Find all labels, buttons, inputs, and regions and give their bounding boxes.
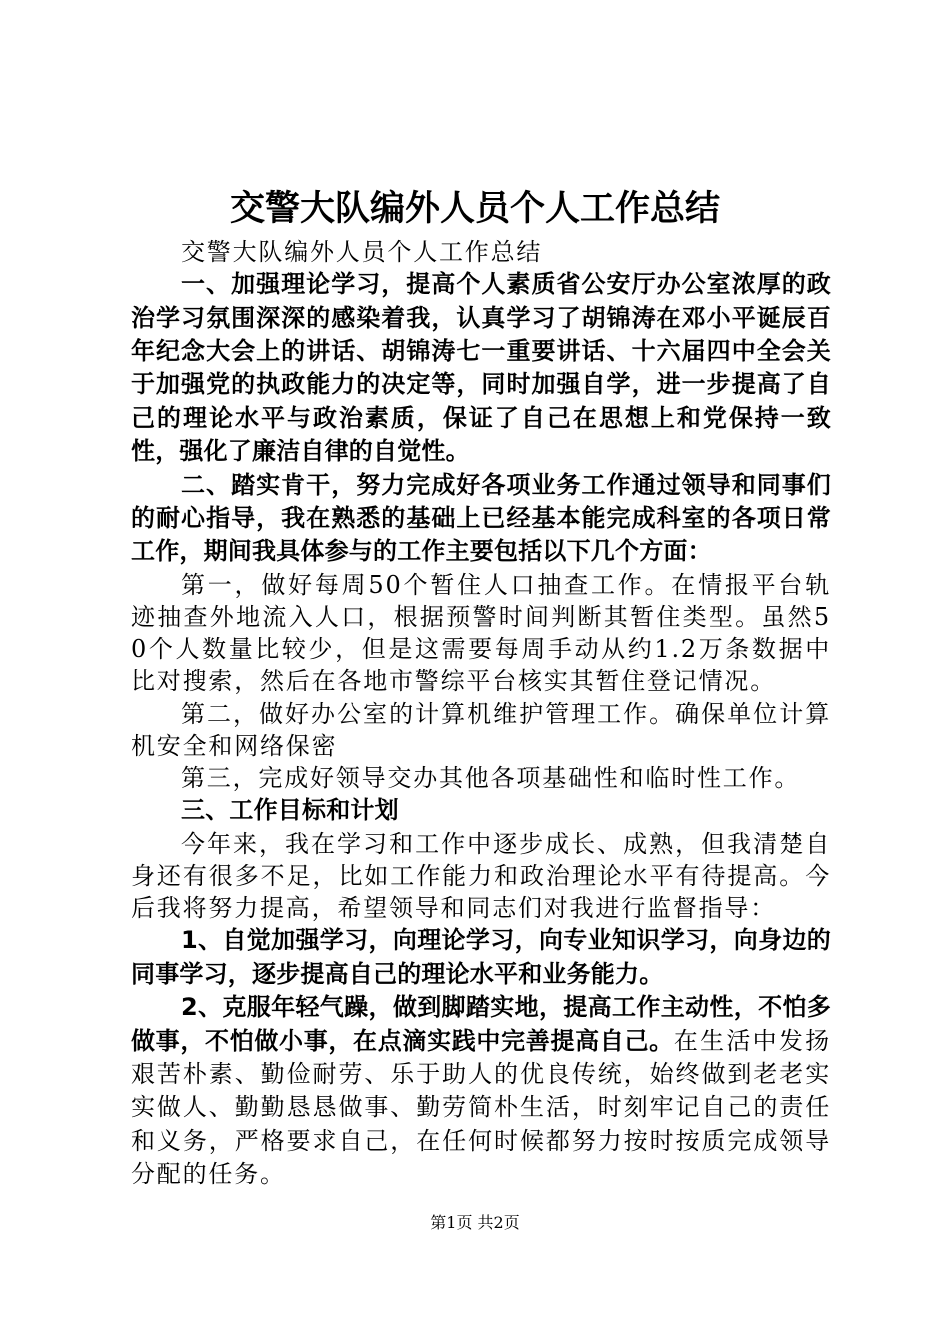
item-first-paragraph: 第一，做好每周50个暂住人口抽查工作。在情报平台轨迹抽查外地流入人口，根据预警时间判断其暂住类型。虽然50个人数量比较少，但是这需要每周手动从约1.2万条数据中比对搜索，然后在各地市警综平台核实其暂住登记情况。 [131,570,831,696]
document-title: 交警大队编外人员个人工作总结 [229,188,720,229]
plan-item-2-paragraph [131,991,831,1191]
item-third-paragraph: 第三，完成好领导交办其他各项基础性和临时性工作。 [181,764,801,793]
document-body [131,236,831,1192]
plan-item-2-light-text: 在生活中发扬艰苦朴素、勤俭耐劳、乐于助人的优良传统，始终做到老老实实做人、勤勤恳恳做事、勤劳简朴生活，时刻牢记自己的责任和义务，严格要求自己，在任何时候都努力按时按质完成领导分配的任务。 [131,1026,831,1189]
page-footer: 第1页 共2页 [430,1213,520,1232]
plan-item-2-bold-text: 2、克服年轻气躁，做到脚踏实地，提高工作主动性，不怕多做事，不怕做小事，在点滴实践中完善提高自己。 [131,993,831,1055]
section-3-heading: 三、工作目标和计划 [181,796,399,825]
subtitle-paragraph: 交警大队编外人员个人工作总结 [181,238,543,266]
plan-item-1-paragraph: 1、自觉加强学习，向理论学习，向专业知识学习，向身边的同事学习，逐步提高自己的理论水平和业务能力。 [131,926,831,988]
section-2-paragraph: 二、踏实肯干，努力完成好各项业务工作通过领导和同事们的耐心指导，我在熟悉的基础上已经基本能完成科室的各项日常工作，期间我具体参与的工作主要包括以下几个方面： [131,470,831,566]
plan-intro-paragraph: 今年来，我在学习和工作中逐步成长、成熟，但我清楚自身还有很多不足，比如工作能力和政治理论水平有待提高。今后我将努力提高，希望领导和同志们对我进行监督指导： [131,829,831,923]
section-1-paragraph: 一、加强理论学习，提高个人素质省公安厅办公室浓厚的政治学习氛围深深的感染着我，认真学习了胡锦涛在邓小平诞辰百年纪念大会上的讲话、胡锦涛七一重要讲话、十六届四中全会关于加强党的执政能力的决定等，同时加强自学，进一步提高了自己的理论水平与政治素质，保证了自己在思想上和党保持一致性，强化了廉洁自律的自觉性。 [131,270,831,466]
item-second-paragraph: 第二，做好办公室的计算机维护管理工作。确保单位计算机安全和网络保密 [131,699,831,760]
